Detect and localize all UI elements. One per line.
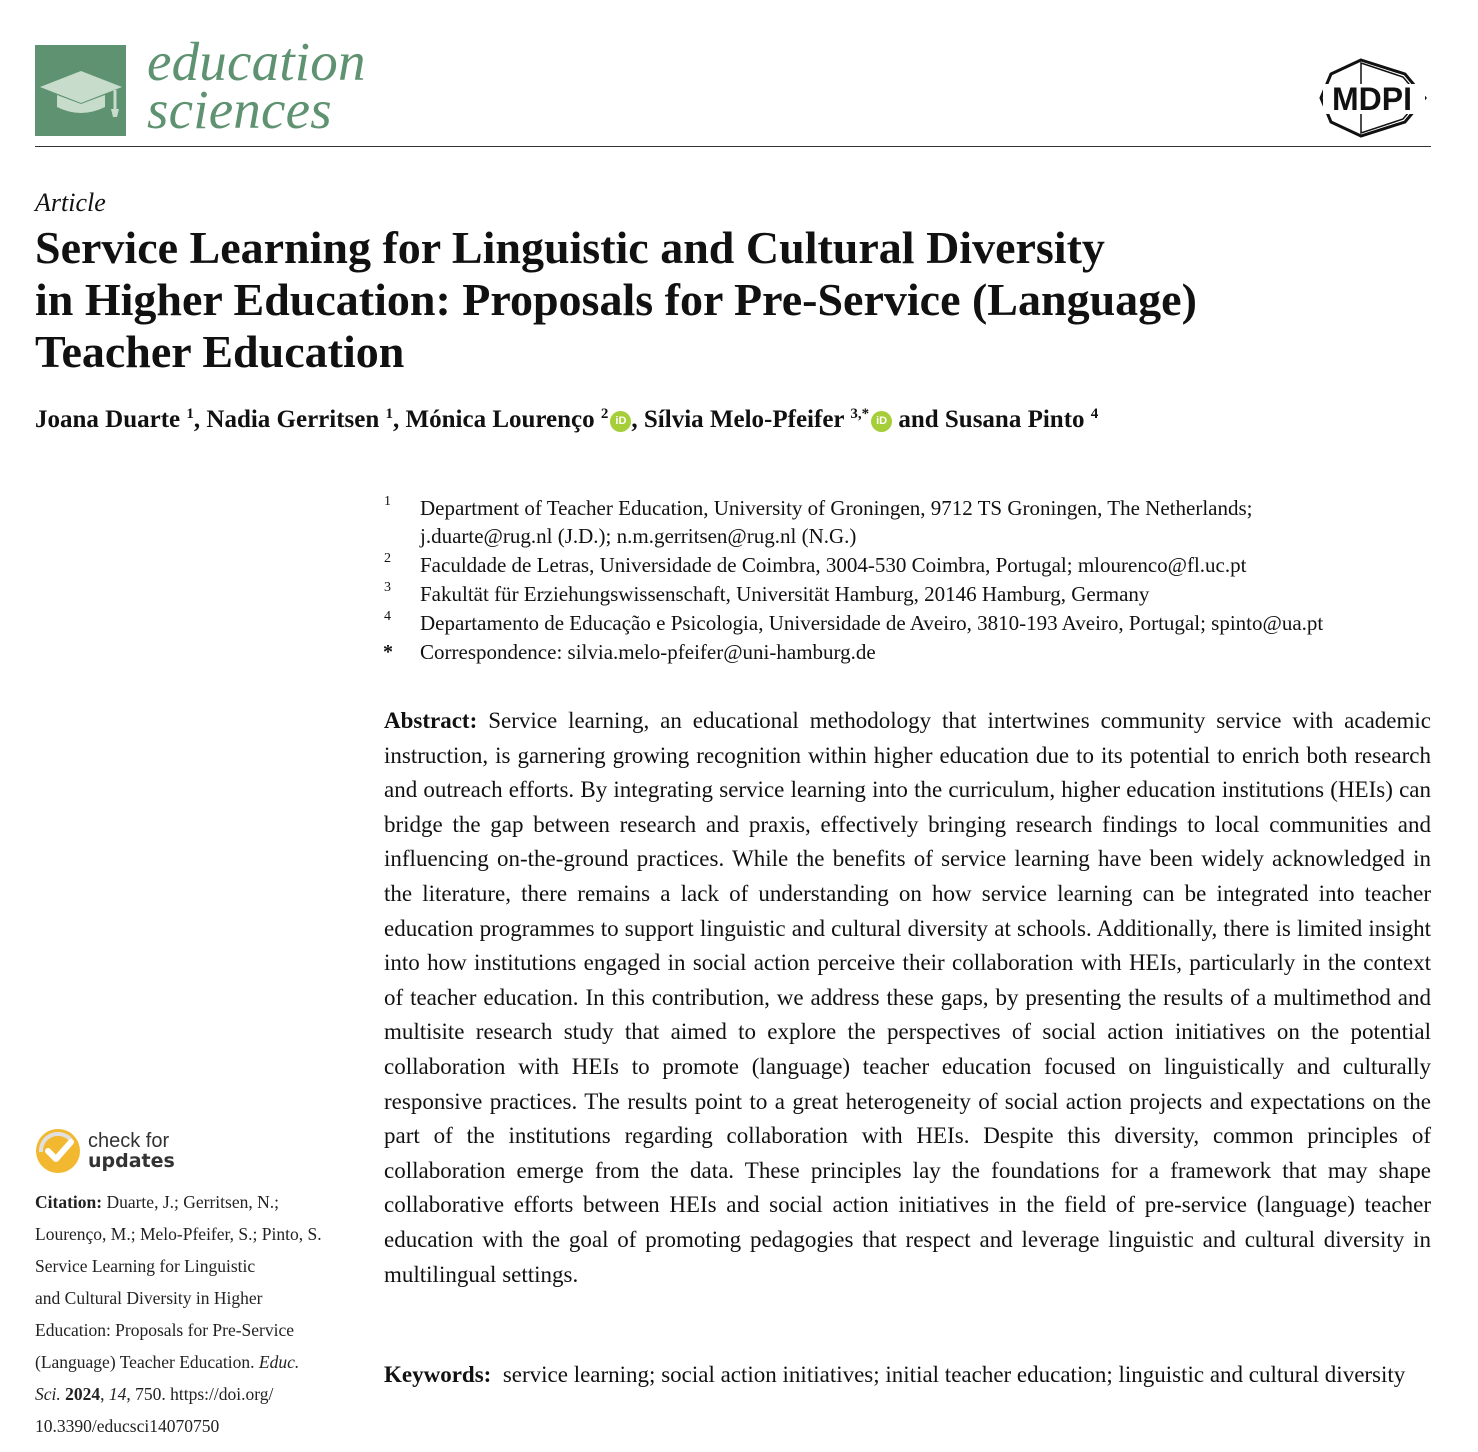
affiliation-number: 2	[384, 551, 391, 566]
author-affiliation-ref: 4	[1090, 406, 1099, 422]
keywords	[384, 1358, 1431, 1393]
title-line: Teacher Education	[35, 326, 405, 377]
citation-text: Education: Proposals for Pre-Service	[35, 1320, 295, 1340]
mortarboard-icon	[35, 45, 126, 136]
affiliation-number: 1	[384, 494, 391, 509]
author-name[interactable]: Sílvia Melo-Pfeifer	[643, 406, 845, 433]
keywords-label: Keywords:	[384, 1362, 492, 1387]
author-name[interactable]: Nadia Gerritsen	[206, 406, 380, 433]
affiliation-text: Faculdade de Letras, Universidade de Coimbra, 3004-530 Coimbra, Portugal; mlourenco@fl.uc.pt	[420, 553, 1247, 577]
article-type: Article	[35, 188, 106, 217]
citation-text: Lourenço, M.; Melo-Pfeifer, S.; Pinto, S.	[35, 1224, 322, 1244]
abstract	[384, 704, 1431, 1292]
affiliation-text: Department of Teacher Education, University of Groningen, 9712 TS Groningen, The Netherlands;	[420, 496, 1253, 520]
affiliation-text: j.duarte@rug.nl (J.D.); n.m.gerritsen@rug.nl (N.G.)	[420, 524, 857, 548]
citation-journal-abbrev: Educ.	[258, 1352, 300, 1372]
citation-block: Citation: Duarte, J.; Gerritsen, N.; Lourenço, M.; Melo-Pfeifer, S.; Pinto, S. Service Learning for Linguistic and Cultural Diversity in Higher Education: Proposals for Pre-Service (Language) Teacher Education. Educ. Sci. 2024, 14, 750. https://doi.org/ 10.3390/educsci14070750	[35, 1186, 355, 1442]
affiliation-text: Departamento de Educação e Psicologia, Universidade de Aveiro, 3810-193 Aveiro, Portugal; spinto@ua.pt	[420, 611, 1324, 635]
affiliation-number: 3	[384, 580, 391, 595]
affiliation-number: 4	[384, 609, 391, 624]
abstract-label: Abstract:	[384, 708, 478, 733]
check-updates-line2[interactable]: updates	[88, 1150, 175, 1172]
author-list	[35, 402, 1098, 438]
check-updates-line1[interactable]: check for	[88, 1130, 170, 1152]
orcid-icon[interactable]: iD	[610, 411, 631, 432]
journal-name-line2: sciences	[147, 79, 332, 140]
author-separator: ,	[393, 406, 406, 433]
author-separator: and	[892, 406, 945, 433]
author-name[interactable]: Susana Pinto	[944, 406, 1085, 433]
correspondence-text: Correspondence: silvia.melo-pfeifer@uni-hamburg.de	[420, 640, 876, 664]
title-line: Service Learning for Linguistic and Cultural Diversity	[35, 222, 1105, 273]
citation-text: and Cultural Diversity in Higher	[35, 1288, 263, 1308]
journal-name-line1: education	[147, 31, 366, 92]
author-name[interactable]: Mónica Lourenço	[405, 406, 595, 433]
check-for-updates-icon	[35, 1128, 81, 1174]
header-divider	[35, 146, 1431, 147]
author-affiliation-ref: 1	[385, 406, 394, 422]
author-separator: ,	[631, 406, 644, 433]
title-line: in Higher Education: Proposals for Pre-Service (Language)	[35, 274, 1197, 325]
author-name[interactable]: Joana Duarte	[35, 406, 181, 433]
author-affiliation-ref: 1	[186, 406, 194, 422]
author-affiliation-ref: 3,*	[850, 406, 870, 422]
author-affiliation-ref: 2	[600, 406, 609, 422]
publisher-logo[interactable]	[1313, 58, 1431, 138]
mdpi-hexagon-logo	[1313, 58, 1431, 138]
citation-doi[interactable]: 10.3390/educsci14070750	[35, 1416, 220, 1436]
abstract-text: Service learning, an educational methodology that intertwines community service with academic instruction, is garnering growing recognition within higher education due to its potential to enrich both research and outreach efforts. By integrating service learning into the curriculum, higher education institutions (HEIs) can bridge the gap between research and praxis, effectively bringing research findings to local communities and influencing on-the-ground practices. While the benefits of service learning have been widely acknowledged in the literature, there remains a lack of understanding on how service learning can be integrated into teacher education programmes to support linguistic and cultural diversity at schools. Additionally, there is limited insight into how institutions engaged in social action perceive their collaboration with HEIs, particularly in the context of teacher education. In this contribution, we address these gaps, by presenting the results of a multimethod and multisite research study that aimed to explore the perspectives of social action initiatives on the potential collaboration with HEIs to promote (language) teacher education focused on linguistically and culturally responsive practices. The results point to a great heterogeneity of social action projects and expectations on the part of the institutions regarding collaboration with HEIs. Despite this diversity, common principles of collaboration emerge from the data. These principles lay the foundations for a framework that may shape collaborative efforts between HEIs and social action initiatives in the field of pre-service (language) teacher education with the goal of promoting pedagogies that respect and leverage linguistic and cultural diversity in multilingual settings.	[384, 708, 1431, 1287]
orcid-icon[interactable]: iD	[871, 411, 892, 432]
citation-text: (Language) Teacher Education.	[35, 1352, 255, 1372]
citation-label: Citation:	[35, 1192, 103, 1212]
correspondence-marker: *	[383, 641, 393, 663]
article-title	[35, 222, 1435, 378]
citation-journal-abbrev: Sci.	[35, 1384, 61, 1404]
keywords-text: service learning; social action initiatives; initial teacher education; linguistic and cultural diversity	[502, 1362, 1406, 1387]
citation-year: 2024	[65, 1384, 101, 1404]
citation-doi-prefix[interactable]: , 750. https://doi.org/	[126, 1384, 274, 1404]
citation-volume: 14	[108, 1384, 127, 1404]
affiliation-text: Fakultät für Erziehungswissenschaft, Universität Hamburg, 20146 Hamburg, Germany	[420, 582, 1150, 606]
author-separator: ,	[193, 406, 207, 433]
citation-text: Duarte, J.; Gerritsen, N.;	[106, 1192, 279, 1212]
publisher-name: MDPI	[1332, 81, 1412, 117]
citation-text: Service Learning for Linguistic	[35, 1256, 256, 1276]
journal-name[interactable]	[147, 31, 366, 140]
journal-logo[interactable]	[35, 45, 126, 136]
